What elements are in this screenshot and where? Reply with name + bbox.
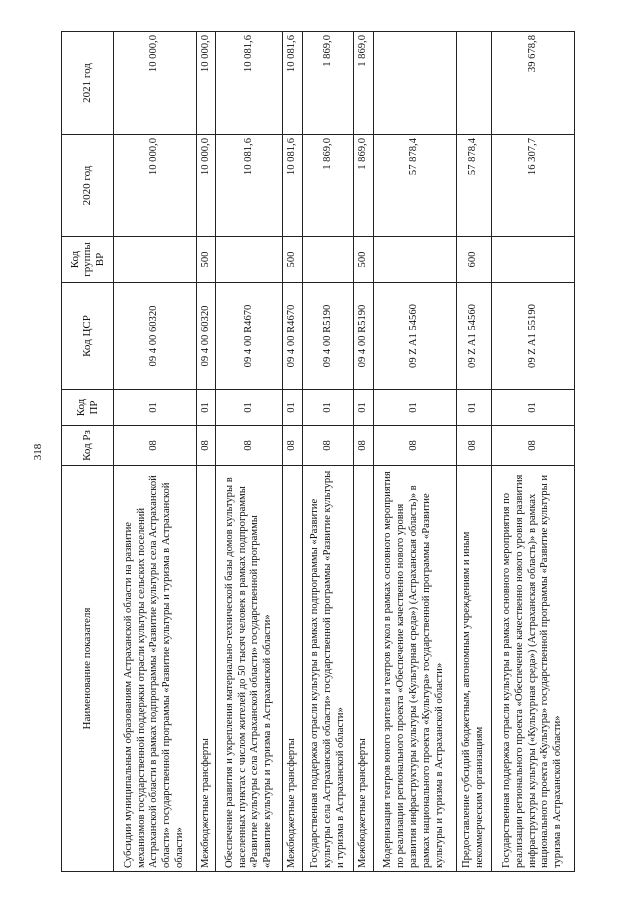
table-row bbox=[354, 32, 374, 872]
cell-2020: 57 878,4 bbox=[456, 135, 491, 237]
cell-vr bbox=[492, 237, 575, 283]
cell-2021 bbox=[373, 32, 456, 135]
cell-vr bbox=[373, 237, 456, 283]
cell-csr: 09 Z A1 54560 bbox=[373, 283, 456, 390]
cell-pr: 01 bbox=[216, 390, 283, 426]
cell-rz: 08 bbox=[283, 426, 303, 466]
cell-2021: 1 869,0 bbox=[354, 32, 374, 135]
budget-table-container bbox=[61, 32, 575, 872]
cell-pr: 01 bbox=[196, 390, 216, 426]
cell-name: Модернизация театров юного зрителя и театров кукол в рамках основного мероприятия по реализации регионального проекта «Обеспечение качественно нового уровня развития инфраструктуры культуры («Культурная среда») (Астраханская область)» в рамках национального проекта «Культура» государственной программы «Развитие культуры и туризма в Астраханской области» bbox=[373, 466, 456, 872]
cell-pr: 01 bbox=[373, 390, 456, 426]
budget-table bbox=[61, 31, 575, 872]
cell-vr: 500 bbox=[196, 237, 216, 283]
cell-csr: 09 Z A1 55190 bbox=[492, 283, 575, 390]
table-row bbox=[216, 32, 283, 872]
header-vr: Код группы ВР bbox=[62, 237, 114, 283]
cell-2021 bbox=[456, 32, 491, 135]
cell-2021: 10 081,6 bbox=[216, 32, 283, 135]
cell-rz: 08 bbox=[196, 426, 216, 466]
table-row bbox=[114, 32, 197, 872]
table-row bbox=[492, 32, 575, 872]
cell-vr bbox=[216, 237, 283, 283]
header-rz: Код Рз bbox=[62, 426, 114, 466]
cell-2020: 1 869,0 bbox=[303, 135, 354, 237]
cell-vr bbox=[114, 237, 197, 283]
cell-2020: 57 878,4 bbox=[373, 135, 456, 237]
header-2020: 2020 год bbox=[62, 135, 114, 237]
cell-csr: 09 4 00 R4670 bbox=[216, 283, 283, 390]
cell-rz: 08 bbox=[373, 426, 456, 466]
cell-2020: 10 000,0 bbox=[114, 135, 197, 237]
cell-name: Межбюджетные трансферты bbox=[283, 466, 303, 872]
table-row bbox=[456, 32, 491, 872]
cell-rz: 08 bbox=[354, 426, 374, 466]
header-2021: 2021 год bbox=[62, 32, 114, 135]
cell-2020: 1 869,0 bbox=[354, 135, 374, 237]
cell-2020: 10 081,6 bbox=[283, 135, 303, 237]
cell-rz: 08 bbox=[114, 426, 197, 466]
cell-csr: 09 4 00 R4670 bbox=[283, 283, 303, 390]
cell-vr bbox=[303, 237, 354, 283]
cell-csr: 09 4 00 R5190 bbox=[354, 283, 374, 390]
cell-name: Межбюджетные трансферты bbox=[354, 466, 374, 872]
cell-csr: 09 4 00 60320 bbox=[114, 283, 197, 390]
cell-pr: 01 bbox=[354, 390, 374, 426]
header-csr: Код ЦСР bbox=[62, 283, 114, 390]
cell-2021: 39 678,8 bbox=[492, 32, 575, 135]
cell-rz: 08 bbox=[303, 426, 354, 466]
cell-2020: 16 307,7 bbox=[492, 135, 575, 237]
page-number: 318 bbox=[32, 443, 44, 461]
cell-pr: 01 bbox=[303, 390, 354, 426]
table-row bbox=[283, 32, 303, 872]
cell-name: Предоставление субсидий бюджетным, автономным учреждениям и иным некоммерческим организациям bbox=[456, 466, 491, 872]
cell-2021: 10 081,6 bbox=[283, 32, 303, 135]
table-row bbox=[303, 32, 354, 872]
cell-csr: 09 4 00 60320 bbox=[196, 283, 216, 390]
cell-rz: 08 bbox=[492, 426, 575, 466]
header-pr: Код ПР bbox=[62, 390, 114, 426]
cell-2021: 1 869,0 bbox=[303, 32, 354, 135]
table-header-row bbox=[62, 32, 114, 872]
cell-name: Субсидии муниципальным образованиям Астраханской области на развитие механизмов государственной поддержки отрасли культуры сельских поселений Астраханской области в рамках подпрограммы «Развитие культуры села Астраханской области» государственной программы «Развитие культуры и туризма в Астраханской области» bbox=[114, 466, 197, 872]
cell-2021: 10 000,0 bbox=[114, 32, 197, 135]
table-row bbox=[373, 32, 456, 872]
table-row bbox=[196, 32, 216, 872]
cell-2020: 10 081,6 bbox=[216, 135, 283, 237]
cell-pr: 01 bbox=[492, 390, 575, 426]
cell-name: Государственная поддержка отрасли культуры в рамках основного мероприятия по реализации регионального проекта «Обеспечение качественно нового уровня развития инфраструктуры культуры («Культурная среда») (Астраханская область)» в рамках национального проекта «Культура» государственной программы «Развитие культуры и туризма в Астраханской области» bbox=[492, 466, 575, 872]
cell-pr: 01 bbox=[283, 390, 303, 426]
cell-rz: 08 bbox=[456, 426, 491, 466]
cell-vr: 500 bbox=[283, 237, 303, 283]
cell-rz: 08 bbox=[216, 426, 283, 466]
cell-2021: 10 000,0 bbox=[196, 32, 216, 135]
cell-csr: 09 4 00 R5190 bbox=[303, 283, 354, 390]
cell-2020: 10 000,0 bbox=[196, 135, 216, 237]
cell-csr: 09 Z A1 54560 bbox=[456, 283, 491, 390]
cell-vr: 600 bbox=[456, 237, 491, 283]
cell-name: Обеспечение развития и укрепления материально-технической базы домов культуры в населенных пунктах с числом жителей до 50 тысяч человек в рамках подпрограммы «Развитие культуры села Астраханской области» государственной программы «Развитие культуры и туризма в Астраханской области» bbox=[216, 466, 283, 872]
header-name: Наименование показателя bbox=[62, 466, 114, 872]
cell-vr: 500 bbox=[354, 237, 374, 283]
table-body bbox=[114, 32, 575, 872]
cell-name: Межбюджетные трансферты bbox=[196, 466, 216, 872]
cell-pr: 01 bbox=[114, 390, 197, 426]
cell-pr: 01 bbox=[456, 390, 491, 426]
cell-name: Государственная поддержка отрасли культуры в рамках подпрограммы «Развитие культуры села Астраханской области» государственной программы «Развитие культуры и туризма в Астраханской области» bbox=[303, 466, 354, 872]
